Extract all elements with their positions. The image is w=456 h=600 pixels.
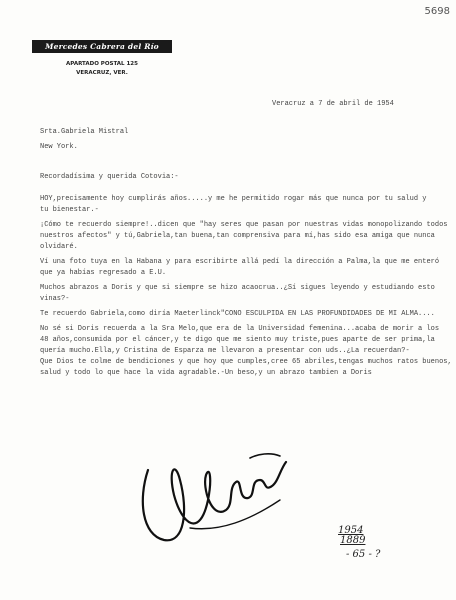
body-line: vinas?-	[40, 295, 70, 303]
annotation-age: - 65 - ?	[346, 549, 381, 560]
annotation-year-1954: 1954	[338, 525, 364, 536]
letterhead-name: Mercedes Cabrera del Río	[32, 40, 172, 53]
body-line: quería mucho.Ella,y Cristina de Esparza me llevaron a presentar con uds..¿La recuerdan?-	[40, 347, 410, 355]
body-line: Muchos abrazos a Doris y que si siempre se hizo acaocrua..¿Sí sigues leyendo y estudiando esto	[40, 284, 435, 292]
body-line: Recordadísima y querida Cotovia:-	[40, 173, 179, 181]
body-line: HOY,precisamente hoy cumplirás años.....y me he permitido rogar más que nunca por tu salud y	[40, 195, 427, 203]
body-line: Ví una foto tuya en la Habana y para escribirte allá pedí la dirección a Palma,la que me enteró	[40, 258, 440, 266]
body-line: No sé si Doris recuerda a la Sra Melo,que era de la Universidad femenina...acaba de morir a los	[40, 325, 440, 333]
letterhead-address: APARTADO POSTAL 125	[66, 61, 138, 67]
body-line: 48 años,consumida por el cáncer,y te digo que me siento muy triste,pues aparte de ser prima,la	[40, 336, 435, 344]
body-line: Que Dios te colme de bendiciones y que hoy que cumples,cree 65 abriles,tengas muchos ratos buenos,	[40, 358, 452, 366]
handwritten-annotation	[338, 526, 418, 560]
letter-body	[40, 172, 450, 379]
handwritten-signature	[130, 440, 310, 550]
letter-date: Veracruz a 7 de abril de 1954	[272, 100, 394, 108]
body-line: Te recuerdo Gabriela,como diría Maeterlinck"CONO ESCULPIDA EN LAS PROFUNDIDADES DE MI ALMA....	[40, 310, 435, 318]
letterhead	[32, 40, 172, 76]
body-line: que ya habías regresado a E.U.	[40, 269, 167, 277]
recipient-block	[40, 128, 128, 151]
body-line: salud y todo lo que hace la vida agradable.-Un beso,y un abrazo tambien a Doris	[40, 369, 372, 377]
body-line: tu bienestar.-	[40, 206, 99, 214]
recipient-name: Srta.Gabriela Mistral	[40, 128, 129, 136]
annotation-year-1889: 1889	[340, 535, 366, 546]
body-line: nuestros afectos" y tú,Gabriela,tan buena,tan comprensiva para mí,has sido esa amiga que nunca	[40, 232, 435, 240]
body-line: ¡Cómo te recuerdo siempre!..dicen que "hay seres que pasan por nuestras vidas monopolizando todos	[40, 221, 448, 229]
body-line: olvidaré.	[40, 243, 78, 251]
recipient-location: New York.	[40, 143, 78, 151]
letterhead-city: VERACRUZ, VER.	[76, 70, 128, 76]
archive-reference-number: 5698	[424, 6, 450, 17]
